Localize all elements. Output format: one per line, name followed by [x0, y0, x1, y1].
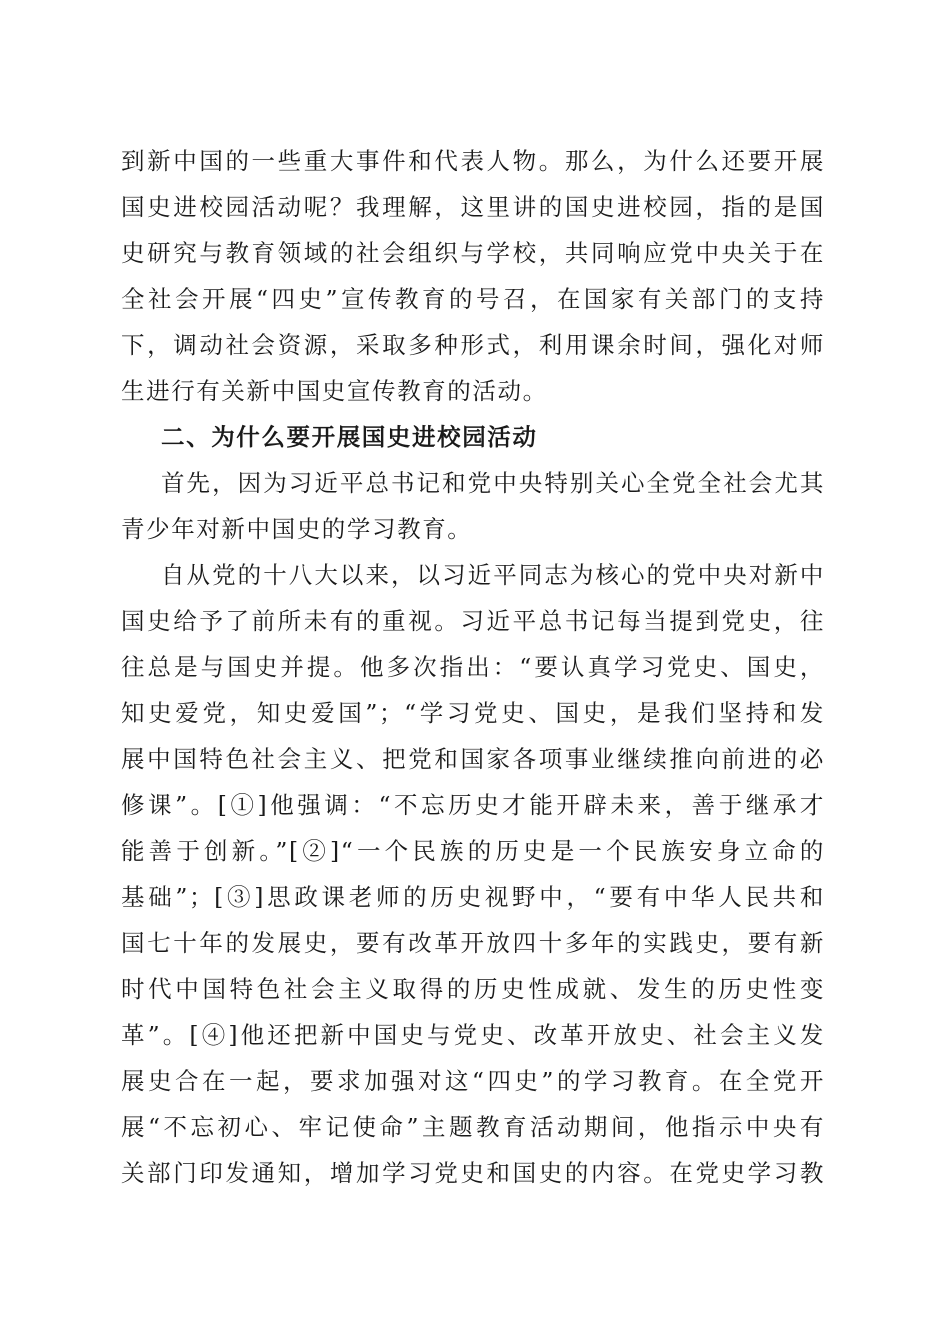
- paragraph-line: 生进行有关新中国史宣传教育的活动。: [121, 377, 548, 405]
- paragraph-line: 到新中国的一些重大事件和代表人物。那么，为什么还要开展: [121, 147, 825, 175]
- paragraph-line: 史研究与教育领域的社会组织与学校，共同响应党中央关于在: [121, 239, 825, 267]
- paragraph-line: 首先，因为习近平总书记和党中央特别关心全党全社会尤其: [161, 469, 825, 497]
- document-body: [121, 138, 825, 1196]
- paragraph-line: 青少年对新中国史的学习教育。: [121, 515, 473, 543]
- paragraph-line: 关部门印发通知，增加学习党史和国史的内容。在党史学习教: [121, 1159, 825, 1187]
- paragraph-line: 展史合在一起，要求加强对这“四史”的学习教育。在全党开: [121, 1067, 825, 1095]
- paragraph-line: 基础”；[③]思政课老师的历史视野中，“要有中华人民共和: [121, 883, 825, 911]
- paragraph-line: 展“不忘初心、牢记使命”主题教育活动期间，他指示中央有: [121, 1113, 825, 1141]
- paragraph-line: 国史进校园活动呢？我理解，这里讲的国史进校园，指的是国: [121, 193, 825, 221]
- paragraph-line: 知史爱党，知史爱国”；“学习党史、国史，是我们坚持和发: [121, 699, 825, 727]
- paragraph-line: 革”。[④]他还把新中国史与党史、改革开放史、社会主义发: [121, 1021, 825, 1049]
- paragraph-line: 自从党的十八大以来，以习近平同志为核心的党中央对新中: [161, 561, 825, 589]
- paragraph-line: 修课”。[①]他强调：“不忘历史才能开辟未来，善于继承才: [121, 791, 825, 819]
- paragraph-line: 能善于创新。”[②]“一个民族的历史是一个民族安身立命的: [121, 837, 825, 865]
- paragraph-line: 全社会开展“四史”宣传教育的号召，在国家有关部门的支持: [121, 285, 825, 313]
- paragraph-line: 下，调动社会资源，采取多种形式，利用课余时间，强化对师: [121, 331, 825, 359]
- paragraph-line: 时代中国特色社会主义取得的历史性成就、发生的历史性变: [121, 975, 825, 1003]
- paragraph-line: 往总是与国史并提。他多次指出：“要认真学习党史、国史，: [121, 653, 825, 681]
- section-heading: 二、为什么要开展国史进校园活动: [161, 423, 538, 451]
- paragraph-line: 展中国特色社会主义、把党和国家各项事业继续推向前进的必: [121, 745, 825, 773]
- paragraph-line: 国七十年的发展史，要有改革开放四十多年的实践史，要有新: [121, 929, 825, 957]
- paragraph-line: 国史给予了前所未有的重视。习近平总书记每当提到党史，往: [121, 607, 825, 635]
